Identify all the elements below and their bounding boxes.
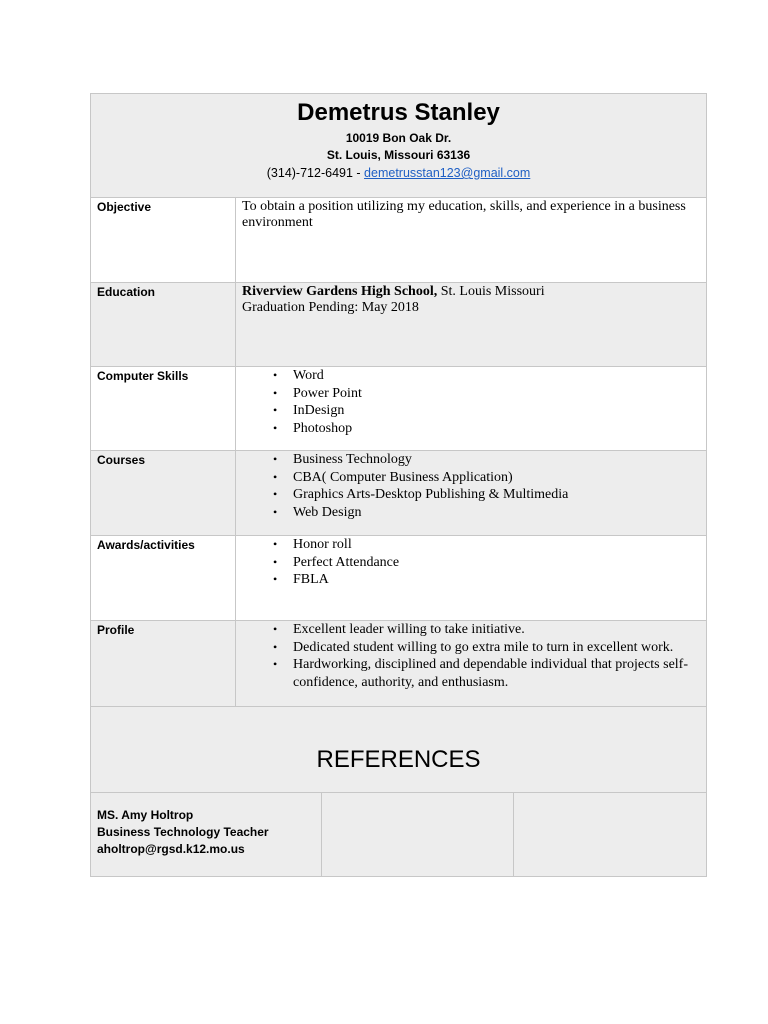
reference-cell-2 <box>322 793 514 877</box>
education-school-line <box>242 284 700 300</box>
references-heading-row <box>91 707 707 793</box>
header-row <box>91 94 707 198</box>
contact-line <box>91 164 706 182</box>
references-row <box>91 793 707 877</box>
computer-skills-label-cell <box>91 367 236 451</box>
objective-row <box>91 198 707 283</box>
list-item: • Web Design <box>293 504 700 522</box>
computer-skills-content-cell <box>236 367 707 451</box>
education-content-cell <box>236 283 707 367</box>
address-line-1: 10019 Bon Oak Dr. <box>345 131 452 145</box>
phone-number: (314)-712-6491 - <box>266 166 361 180</box>
school-location: St. Louis Missouri <box>440 284 545 299</box>
list-item: • Word <box>293 367 700 385</box>
reference-cell-3 <box>514 793 707 877</box>
list-item: • Perfect Attendance <box>293 554 700 572</box>
references-title: REFERENCES <box>316 746 481 773</box>
school-name: Riverview Gardens High School, <box>242 284 438 299</box>
profile-list <box>242 621 700 691</box>
list-item: • Graphics Arts-Desktop Publishing & Multimedia <box>293 486 700 504</box>
awards-content-cell <box>236 536 707 621</box>
email-link[interactable]: demetrusstan123@gmail.com <box>364 166 531 180</box>
objective-text: To obtain a position utilizing my education, skills, and experience in a business environment <box>242 199 686 230</box>
awards-row <box>91 536 707 621</box>
courses-list <box>242 451 700 521</box>
graduation-date: Graduation Pending: May 2018 <box>242 300 419 315</box>
list-item: • Hardworking, disciplined and dependable individual that projects self-confidence, authority, and enthusiasm. <box>293 656 700 691</box>
computer-skills-list <box>242 367 700 437</box>
courses-content-cell <box>236 451 707 536</box>
awards-label: Awards/activities <box>97 538 195 552</box>
list-item: • Photoshop <box>293 420 700 438</box>
list-item: • Business Technology <box>293 451 700 469</box>
header-cell <box>91 94 707 198</box>
education-label: Education <box>97 285 156 299</box>
profile-row <box>91 621 707 707</box>
list-item: • Dedicated student willing to go extra mile to turn in excellent work. <box>293 639 700 657</box>
courses-label-cell <box>91 451 236 536</box>
list-item: • Power Point <box>293 385 700 403</box>
computer-skills-row <box>91 367 707 451</box>
reference-email: aholtrop@rgsd.k12.mo.us <box>97 842 245 856</box>
applicant-name: Demetrus Stanley <box>297 99 500 126</box>
education-row <box>91 283 707 367</box>
courses-row <box>91 451 707 536</box>
objective-label: Objective <box>97 200 152 214</box>
list-item: • Honor roll <box>293 536 700 554</box>
profile-content-cell <box>236 621 707 707</box>
reference-name: MS. Amy Holtrop <box>97 808 194 822</box>
objective-label-cell <box>91 198 236 283</box>
education-label-cell <box>91 283 236 367</box>
references-heading-cell <box>91 707 707 793</box>
objective-content-cell <box>236 198 707 283</box>
list-item: • FBLA <box>293 571 700 589</box>
awards-list <box>242 536 700 589</box>
profile-label: Profile <box>97 623 135 637</box>
address-line-2: St. Louis, Missouri 63136 <box>326 148 471 162</box>
resume-table <box>90 93 707 877</box>
reference-role: Business Technology Teacher <box>97 825 269 839</box>
list-item: • InDesign <box>293 402 700 420</box>
profile-label-cell <box>91 621 236 707</box>
computer-skills-label: Computer Skills <box>97 369 189 383</box>
list-item: • Excellent leader willing to take initiative. <box>293 621 700 639</box>
awards-label-cell <box>91 536 236 621</box>
courses-label: Courses <box>97 453 146 467</box>
list-item: • CBA( Computer Business Application) <box>293 469 700 487</box>
reference-cell-1 <box>91 793 322 877</box>
